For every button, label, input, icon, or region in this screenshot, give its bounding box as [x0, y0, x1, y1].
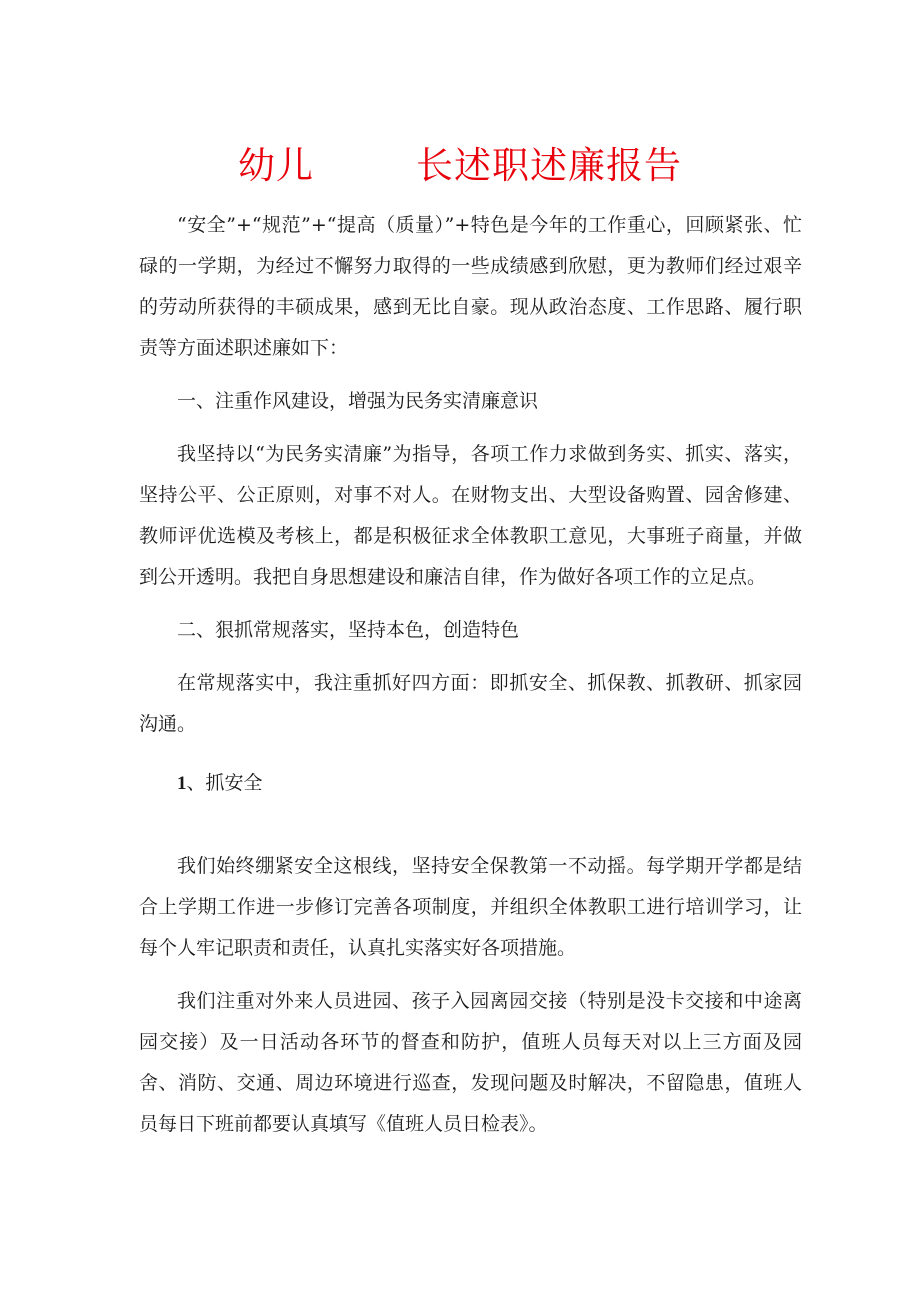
section-1-paragraph: 我坚持以“为民务实清廉”为指导，各项工作力求做到务实、抓实、落实，坚持公平、公正原则，对事不对人。在财物支出、大型设备购置、园舍修建、教师评优选模及考核上，都是积极征求全体教职工意见，大事班子商量，并做到公开透明。我把自身思想建设和廉洁自律，作为做好各项工作的立足点。: [139, 443, 802, 588]
intro-paragraph: “安全”+“规范”+“提高（质量）”+特色是今年的工作重心，回顾紧张、忙碌的一学期，为经过不懈努力取得的一些成绩感到欣慰，更为教师们经过艰辛的劳动所获得的丰硕成果，感到无比自豪。现从政治态度、工作思路、履行职责等方面述职述廉如下：: [139, 214, 802, 359]
section-2-paragraph: 在常规落实中，我注重抓好四方面：即抓安全、抓保教、抓教研、抓家园沟通。: [139, 672, 802, 735]
section-2-heading: 二、狠抓常规落实，坚持本色，创造特色: [177, 619, 520, 641]
subsection-1-paragraph-2: 我们注重对外来人员进园、孩子入园离园交接（特别是没卡交接和中途离园交接）及一日活动各环节的督查和防护，值班人员每天对以上三方面及园舍、消防、交通、周边环境进行巡查，发现问题及时解决，不留隐患，值班人员每日下班前都要认真填写《值班人员日检表》。: [139, 990, 802, 1135]
document-title: 幼儿 长述职述廉报告: [237, 144, 683, 187]
subsection-1-number: 1: [177, 773, 187, 794]
document-body: [139, 205, 802, 1157]
section-1-heading: 一、注重作风建设，增强为民务实清廉意识: [177, 390, 539, 412]
subsection-1-heading: [139, 763, 802, 804]
subsection-1-paragraph-1: 我们始终绷紧安全这根线，坚持安全保教第一不动摇。每学期开学都是结合上学期工作进一步修订完善各项制度，并组织全体教职工进行培训学习，让每个人牢记职责和责任，认真扎实落实好各项措施。: [139, 855, 802, 959]
subsection-1-label: 、抓安全: [186, 772, 263, 794]
